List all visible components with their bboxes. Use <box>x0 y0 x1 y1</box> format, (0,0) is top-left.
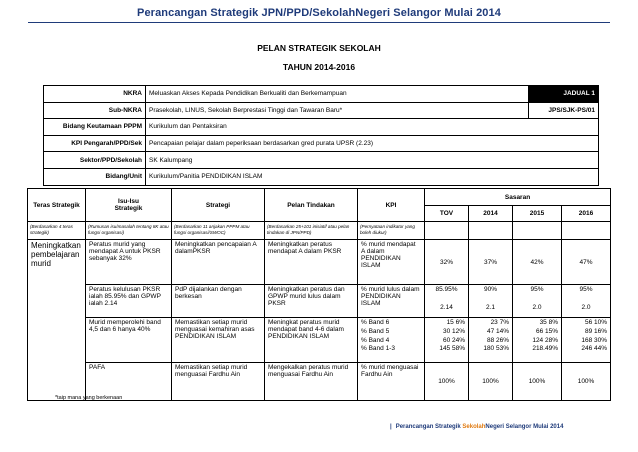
description-isu: (Rumusan isu/masalah tentang 8K atau fungsi organisasi) <box>86 222 172 240</box>
kpi-band: % Band 5 <box>361 327 390 335</box>
page-footer <box>390 424 620 430</box>
band-value: 23 7% <box>490 319 509 326</box>
header-teras: Teras Strategik <box>28 189 86 222</box>
cell-pelan: Meningkatkan peratus dan GPWP murid lulus dalam PKSR <box>265 285 358 318</box>
info-value: Pencapaian pelajar dalam peperiksaan berdasarkan gred purata UPSR (2.23) <box>146 135 599 152</box>
footnote: *taip mana yang berkenaan <box>55 395 123 401</box>
info-row <box>44 135 599 152</box>
description-row <box>28 222 611 240</box>
cell-2014 <box>469 318 513 363</box>
cell-2015 <box>513 285 562 318</box>
table-row <box>28 285 611 318</box>
cell-pelan: Meningkat peratus murid mendapat band 4-6 dalam PENDIDIKAN ISLAM <box>265 318 358 363</box>
band-value: 218.49% <box>532 345 558 353</box>
cell-isu: Murid memperolehi band 4,5 dan 6 hanya 40% <box>86 318 172 363</box>
info-row <box>44 119 599 136</box>
band-value: 47 14% <box>486 327 509 335</box>
info-value: Meluaskan Akses Kepada Pendidikan Berkualiti dan Berkemampuan <box>146 86 529 103</box>
band-value: 246 44% <box>581 345 608 353</box>
info-label: KPI Pengarah/PPD/Sek <box>44 135 146 152</box>
info-label: Sub-NKRA <box>44 102 146 119</box>
description-pelan: (Berdasarkan 25+101 inisiatif atau pelan tindakan di JPN/PPD) <box>265 222 358 240</box>
info-value: Prasekolah, LINUS, Sekolah Berprestasi Tinggi dan Tawaran Baru* <box>146 102 529 119</box>
description-strategi: (Berdasarkan 11 anjakan PPPM atau fungsi organisasi/SWOC) <box>172 222 265 240</box>
cell-tov: 32% <box>425 240 469 285</box>
header-year: 2014 <box>469 206 513 222</box>
value-gpwp: 2.0 <box>581 304 591 311</box>
document-title: PELAN STRATEGIK SEKOLAH <box>257 43 381 53</box>
cell-2014 <box>469 285 513 318</box>
band-value: 124 28% <box>532 336 558 344</box>
description-empty <box>425 222 469 240</box>
cell-pelan: Meningkatkan peratus mendapat A dalam PKSR <box>265 240 358 285</box>
band-value: 89 16% <box>585 327 608 335</box>
kpi-band: % Band 1-3 <box>361 345 395 353</box>
info-label: Bidang Keutamaan PPPM <box>44 119 146 136</box>
cell-isu: PAFA <box>86 363 172 401</box>
strategic-focus: Meningkatkan pembelajaran murid <box>28 240 86 401</box>
strategic-plan-table <box>27 188 611 401</box>
header-year: 2015 <box>513 206 562 222</box>
cell-strategi: Memastikan setiap murid menguasai Fardhu Ain <box>172 363 265 401</box>
band-value: 56 10% <box>585 319 608 326</box>
value-gpwp: 2.14 <box>440 304 453 311</box>
info-row <box>44 152 599 169</box>
header-isu <box>86 189 172 222</box>
description-kpi: (Pernyataan indikator yang boleh diukur) <box>358 222 425 240</box>
cell-isu: Peratus murid yang mendapat A untuk PKSR sebanyak 32% <box>86 240 172 285</box>
value-percent: 95% <box>579 286 593 293</box>
info-value: Kurikulum dan Pentaksiran <box>146 119 599 136</box>
header-sasaran: Sasaran <box>425 189 611 206</box>
value-percent: 90% <box>483 286 497 293</box>
reference-code: JPS/SJK-PS/01 <box>529 102 599 119</box>
header-pelan: Pelan Tindakan <box>265 189 358 222</box>
footer-prefix: Perancangan Strategik <box>395 424 463 430</box>
cell-2016: 100% <box>562 363 611 401</box>
cell-kpi: % murid menguasai Fardhu Ain <box>358 363 425 401</box>
table-row <box>28 240 611 285</box>
footer-suffix: Negeri Selangor Mulai 2014 <box>485 424 564 430</box>
cell-2014: 37% <box>469 240 513 285</box>
band-value: 15 6% <box>446 319 465 326</box>
description-empty <box>469 222 513 240</box>
band-value: 66 15% <box>535 327 558 335</box>
kpi-band: % Band 6 <box>361 319 390 326</box>
header-row <box>28 189 611 206</box>
footer-separator: | <box>390 424 392 430</box>
header-year: 2016 <box>562 206 611 222</box>
cell-2014: 100% <box>469 363 513 401</box>
document-subtitle: TAHUN 2014-2016 <box>282 62 356 72</box>
value-gpwp: 2.1 <box>485 304 496 311</box>
header-isu-line2: Strategik <box>114 205 143 212</box>
band-value: 60 24% <box>442 336 465 344</box>
cell-isu: Peratus kelulusan PKSR ialah 85.95% dan GPWP ialah 2.14 <box>86 285 172 318</box>
table-row <box>28 318 611 363</box>
description-empty <box>513 222 562 240</box>
cell-strategi: PdP dijalankan dengan berkesan <box>172 285 265 318</box>
info-label: Sektor/PPD/Sekolah <box>44 152 146 169</box>
cell-tov <box>425 318 469 363</box>
footer-emphasis: Sekolah <box>462 424 486 430</box>
band-value: 168 30% <box>581 336 608 344</box>
cell-strategi: Memastikan setiap murid menguasai kemahiran asas PENDIDIKAN ISLAM <box>172 318 265 363</box>
page-header-title: Perancangan Strategik JPN/PPD/SekolahNegeri Selangor Mulai 2014 <box>137 7 501 19</box>
cell-2015: 42% <box>513 240 562 285</box>
cell-kpi: % murid lulus dalam PENDIDIKAN ISLAM <box>358 285 425 318</box>
cell-kpi <box>358 318 425 363</box>
info-label: Bidang/Unit <box>44 168 146 185</box>
header-year: TOV <box>425 206 469 222</box>
jadual-badge: JADUAL 1 <box>529 86 599 103</box>
description-empty <box>562 222 611 240</box>
cell-2015 <box>513 318 562 363</box>
info-row <box>44 86 599 103</box>
header-rule <box>28 22 610 23</box>
value-percent: 85.95% <box>435 286 458 293</box>
cell-2016 <box>562 318 611 363</box>
cell-tov <box>425 285 469 318</box>
cell-tov: 100% <box>425 363 469 401</box>
kpi-band: % Band 4 <box>361 336 390 344</box>
description-teras: (Berdasarkan 4 teras strategik) <box>28 222 86 240</box>
band-value: 30 12% <box>442 327 465 335</box>
header-strategi: Strategi <box>172 189 265 222</box>
cell-2016: 47% <box>562 240 611 285</box>
cell-pelan: Mengekalkan peratus murid menguasai Fardhu Ain <box>265 363 358 401</box>
cell-kpi: % murid mendapat A dalam PENDIDIKAN ISLAM <box>358 240 425 285</box>
header-kpi: KPI <box>358 189 425 222</box>
value-gpwp: 2.0 <box>532 304 542 311</box>
value-percent: 95% <box>530 286 544 293</box>
info-value: SK Kalumpang <box>146 152 599 169</box>
header-isu-line1: Isu-Isu <box>118 198 139 205</box>
band-value: 35 8% <box>539 319 558 326</box>
info-table <box>43 85 599 186</box>
info-value: Kurikulum/Panitia PENDIDIKAN ISLAM <box>146 168 599 185</box>
band-value: 180 53% <box>483 345 509 353</box>
info-row <box>44 102 599 119</box>
cell-strategi: Meningkatkan pencapaian A dalamPKSR <box>172 240 265 285</box>
band-value: 145 58% <box>439 345 465 353</box>
cell-2015: 100% <box>513 363 562 401</box>
info-row <box>44 168 599 185</box>
band-value: 88 26% <box>486 336 509 344</box>
cell-2016 <box>562 285 611 318</box>
info-label: NKRA <box>44 86 146 103</box>
